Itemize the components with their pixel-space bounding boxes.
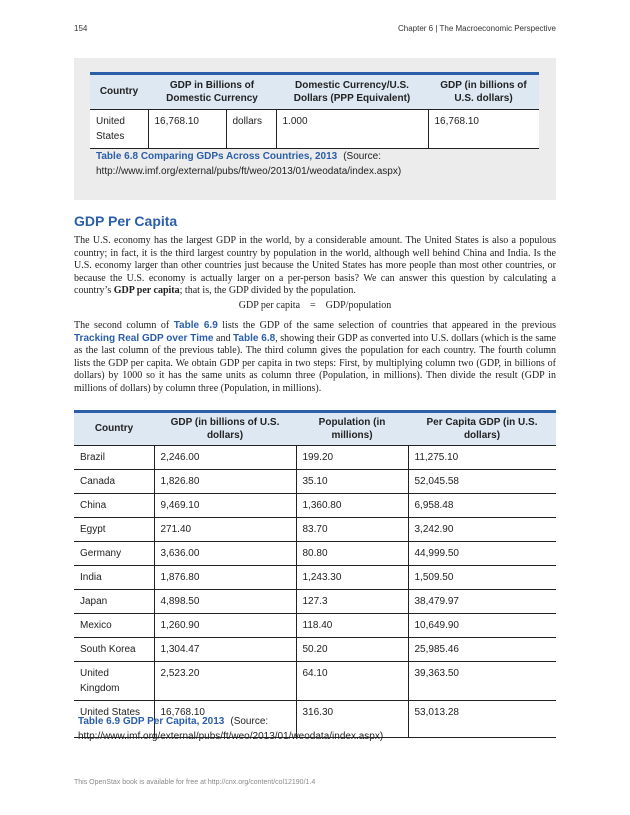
cell-gdp: 16,768.10 bbox=[154, 701, 296, 738]
formula-equals: = bbox=[310, 300, 316, 311]
cell-exchange-rate: 1.000 bbox=[276, 110, 428, 149]
paragraph-2-text-b: lists the GDP of the same selection of countries that appeared in the previous bbox=[217, 320, 557, 331]
header-per-capita: Per Capita GDP (in U.S. dollars) bbox=[408, 412, 556, 446]
section-title: GDP Per Capita bbox=[74, 213, 178, 229]
cell-gdp: 271.40 bbox=[154, 518, 296, 542]
cell-gdp: 2,523.20 bbox=[154, 662, 296, 701]
cell-per-capita: 52,045.58 bbox=[408, 470, 556, 494]
cell-country: United States bbox=[90, 110, 148, 149]
table-row bbox=[74, 542, 556, 566]
paragraph-2-text-a: The second column of bbox=[74, 320, 174, 331]
cell-gdp-usd: 16,768.10 bbox=[428, 110, 539, 149]
table-row bbox=[74, 662, 556, 701]
cell-per-capita: 3,242.90 bbox=[408, 518, 556, 542]
cell-gdp: 3,636.00 bbox=[154, 542, 296, 566]
caption-label: Table 6.8 Comparing GDPs Across Countries, 2013 bbox=[96, 151, 338, 162]
header-population: Population (in millions) bbox=[296, 412, 408, 446]
cell-per-capita: 39,363.50 bbox=[408, 662, 556, 701]
cell-gdp: 2,246.00 bbox=[154, 446, 296, 470]
term-gdp-per-capita: GDP per capita bbox=[113, 285, 180, 296]
cell-per-capita: 25,985.46 bbox=[408, 638, 556, 662]
cell-country: United Kingdom bbox=[74, 662, 154, 701]
cell-population: 35.10 bbox=[296, 470, 408, 494]
paragraph-2-text-c: and bbox=[213, 332, 234, 344]
table-6-9-caption bbox=[78, 715, 548, 744]
table-row bbox=[90, 110, 539, 149]
table-row bbox=[74, 470, 556, 494]
cell-gdp: 1,826.80 bbox=[154, 470, 296, 494]
paragraph-1-text-end: ; that is, the GDP divided by the population. bbox=[179, 285, 356, 296]
table-header-row bbox=[74, 412, 556, 446]
header-country: Country bbox=[74, 412, 154, 446]
cell-per-capita: 11,275.10 bbox=[408, 446, 556, 470]
table-row bbox=[74, 446, 556, 470]
table-row bbox=[74, 614, 556, 638]
cell-population: 80.80 bbox=[296, 542, 408, 566]
cell-gdp: 1,876.80 bbox=[154, 566, 296, 590]
header-gdp-domestic: GDP in Billions of Domestic Currency bbox=[148, 74, 276, 110]
cell-population: 1,243.30 bbox=[296, 566, 408, 590]
paragraph-2-text-d: , showing their GDP as converted into U.S. dollars (which is the same as the last column of the previous table). The third column gives the population for each country. The fourth column lists the GDP per capita. We obtain GDP per capita in two steps: First, by multiplying column two (GDP, in billions of dollars) by 1000 so it has the same units as column three (Population, in millions). Then divide the result (GDP in millions of dollars) by column three (Population, in millions). bbox=[74, 332, 556, 394]
table-6-8 bbox=[90, 72, 539, 149]
paragraph-1 bbox=[74, 235, 556, 298]
cell-population: 1,360.80 bbox=[296, 494, 408, 518]
header-exchange-rate: Domestic Currency/U.S. Dollars (PPP Equivalent) bbox=[276, 74, 428, 110]
table-row bbox=[74, 590, 556, 614]
paragraph-1-text: The U.S. economy has the largest GDP in the world, by a considerable amount. The United States is also a populous country; in fact, it is the third largest country by population in the world, although well behind China and India. Is the U.S. economy larger than other countries just because the United States has more people than most other countries, or because the U.S. economy is actually larger on a per-person basis? We can answer this question by calculating a country’s bbox=[74, 235, 556, 296]
cell-gdp: 9,469.10 bbox=[154, 494, 296, 518]
caption-source: (Source: http://www.imf.org/external/pubs/ft/weo/2013/01/weodata/index.aspx) bbox=[96, 151, 402, 177]
caption-label: Table 6.9 GDP Per Capita, 2013 bbox=[78, 716, 225, 727]
cell-gdp: 4,898.50 bbox=[154, 590, 296, 614]
table-6-8-caption bbox=[96, 150, 536, 179]
link-tracking-real-gdp[interactable]: Tracking Real GDP over Time bbox=[74, 332, 214, 344]
cell-gdp-domestic: 16,768.10 bbox=[148, 110, 226, 149]
cell-country: Egypt bbox=[74, 518, 154, 542]
cell-population: 127.3 bbox=[296, 590, 408, 614]
table-header-row bbox=[90, 74, 539, 110]
cell-country: Japan bbox=[74, 590, 154, 614]
cell-per-capita: 1,509.50 bbox=[408, 566, 556, 590]
cell-country: India bbox=[74, 566, 154, 590]
cell-population: 199.20 bbox=[296, 446, 408, 470]
header-country: Country bbox=[90, 74, 148, 110]
cell-country: South Korea bbox=[74, 638, 154, 662]
cell-population: 118.40 bbox=[296, 614, 408, 638]
cell-per-capita: 53,013.28 bbox=[408, 701, 556, 738]
cell-country: Germany bbox=[74, 542, 154, 566]
formula-left: GDP per capita bbox=[238, 300, 301, 311]
chapter-header: Chapter 6 | The Macroeconomic Perspective bbox=[397, 24, 556, 33]
cell-gdp: 1,304.47 bbox=[154, 638, 296, 662]
cell-population: 64.10 bbox=[296, 662, 408, 701]
cell-country: China bbox=[74, 494, 154, 518]
link-table-6-9[interactable]: Table 6.9 bbox=[173, 320, 218, 331]
cell-per-capita: 38,479.97 bbox=[408, 590, 556, 614]
table-row bbox=[74, 494, 556, 518]
cell-population: 50.20 bbox=[296, 638, 408, 662]
caption-source: (Source: http://www.imf.org/external/pubs/ft/weo/2013/01/weodata/index.aspx) bbox=[78, 716, 384, 742]
formula-right: GDP/population bbox=[325, 300, 392, 311]
paragraph-2 bbox=[74, 320, 556, 395]
cell-country: United States bbox=[74, 701, 154, 738]
cell-country: Brazil bbox=[74, 446, 154, 470]
header-gdp: GDP (in billions of U.S. dollars) bbox=[154, 412, 296, 446]
cell-country: Mexico bbox=[74, 614, 154, 638]
cell-per-capita: 6,958.48 bbox=[408, 494, 556, 518]
table-6-9 bbox=[74, 410, 556, 738]
cell-population: 316.30 bbox=[296, 701, 408, 738]
cell-per-capita: 44,999.50 bbox=[408, 542, 556, 566]
table-row bbox=[74, 566, 556, 590]
table-row bbox=[74, 518, 556, 542]
footer-note: This OpenStax book is available for free at http://cnx.org/content/col12190/1.4 bbox=[74, 779, 316, 786]
formula bbox=[0, 300, 630, 311]
header-gdp-usd: GDP (in billions of U.S. dollars) bbox=[428, 74, 539, 110]
cell-currency: dollars bbox=[226, 110, 276, 149]
cell-country: Canada bbox=[74, 470, 154, 494]
link-table-6-8[interactable]: Table 6.8 bbox=[233, 332, 276, 344]
cell-population: 83.70 bbox=[296, 518, 408, 542]
page-number: 154 bbox=[74, 24, 88, 33]
cell-gdp: 1,260.90 bbox=[154, 614, 296, 638]
table-row bbox=[74, 638, 556, 662]
cell-per-capita: 10,649.90 bbox=[408, 614, 556, 638]
